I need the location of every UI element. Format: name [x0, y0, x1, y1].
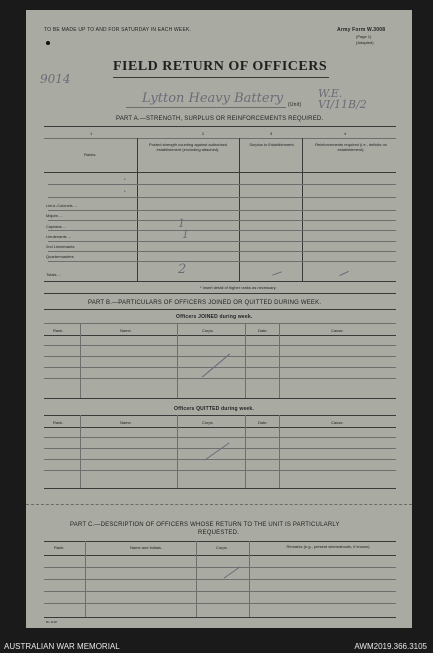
quitted-top-border [44, 415, 396, 416]
form-title: FIELD RETURN OF OFFICERS [113, 59, 328, 74]
joined-header-divider [44, 335, 396, 336]
quitted-col-date: Date. [258, 420, 268, 425]
col-line [279, 323, 280, 398]
joined-col-corps: Corps. [202, 328, 214, 333]
col-num-4: 4 [344, 131, 347, 136]
quitted-col-name: Name. [120, 420, 132, 425]
row-line [44, 378, 396, 379]
part-a-title: PART A.—STRENGTH, SURPLUS OR REINFORCEMENTS REQUIRED. [116, 116, 324, 122]
part-c-title-line1: PART C.—DESCRIPTION OF OFFICERS WHOSE RETURN TO THE UNIT IS PARTICULARLY [70, 522, 340, 528]
rank-lieutenants: Lieutenants ... [46, 234, 72, 239]
row-line [48, 184, 396, 185]
part-c-title-line2: REQUESTED. [198, 530, 240, 536]
col-line [177, 415, 178, 488]
row-line [44, 356, 396, 357]
quitted-bottom-border [44, 488, 396, 489]
row-line [44, 459, 396, 460]
row-line [48, 261, 396, 262]
form-sheet [26, 10, 412, 628]
quitted-col-corps: Corps. [202, 420, 214, 425]
instruction-text: TO BE MADE UP TO AND FOR SATURDAY IN EACH WEEK. [44, 27, 192, 33]
joined-col-rank: Rank. [53, 328, 64, 333]
row-line [44, 579, 396, 580]
quitted-col-cause: Cause. [331, 420, 344, 425]
joined-strike [202, 354, 230, 378]
part-c-bottom-border [44, 617, 396, 618]
rank-row-1: * [124, 177, 126, 182]
part-c-col-remarks: Remarks (e.g., present whereabouts, if known). [286, 544, 371, 549]
part-a-footnote: * Insert detail of higher ranks as necessary. [200, 285, 277, 290]
part-c-col-corps: Corps. [216, 545, 228, 550]
part-c-top-border [44, 541, 396, 542]
handwritten-unit: Lytton Heavy Battery [142, 91, 284, 106]
page-label: (Page 1) [356, 34, 372, 39]
punch-hole [46, 41, 50, 45]
row-line [44, 437, 396, 438]
print-code: Bc 1148 [46, 620, 57, 624]
rank-captains: Captains ... [46, 224, 67, 229]
lieutenants-mark: 1 [182, 228, 189, 241]
part-a-bottom-border [44, 281, 396, 282]
totals-mark: 2 [178, 262, 187, 277]
army-form-number: Army Form W.3008 [337, 27, 386, 33]
perforation-line [26, 504, 412, 505]
header-ranks: Ranks. [84, 152, 97, 157]
quitted-strike [204, 442, 229, 460]
col-num-divider [44, 138, 396, 139]
part-c-col-rank: Rank. [54, 545, 65, 550]
footer-bar [0, 641, 433, 653]
adapted-label: (Adapted) [356, 40, 374, 45]
joined-title: Officers JOINED during week. [176, 314, 253, 320]
rank-majors: Majors ... [46, 213, 63, 218]
header-posted: Posted strength counting against authorised establishment (excluding attached). [148, 142, 228, 152]
joined-title-divider [44, 323, 396, 324]
quitted-title: Officers QUITTED during week. [174, 406, 254, 412]
quitted-header-divider [44, 427, 396, 428]
footer-accession-number: AWM2019.366.3105 [354, 642, 427, 651]
part-a-end [44, 293, 396, 294]
col-line [245, 323, 246, 398]
row-line [48, 251, 396, 252]
footer-institution: AUSTRALIAN WAR MEMORIAL [4, 642, 120, 651]
rank-quartermasters: Quartermasters [46, 254, 74, 259]
col-line [80, 415, 81, 488]
col-line [279, 415, 280, 488]
header-surplus: Surplus to Establishment. [249, 142, 295, 147]
row-line [48, 241, 396, 242]
col-num-2: 2 [202, 131, 205, 136]
reinforcements-dash [339, 271, 348, 276]
unit-label: (Unit) [288, 102, 302, 108]
joined-col-cause: Cause. [331, 328, 344, 333]
row-line [48, 230, 396, 231]
col-num-3: 3 [270, 131, 273, 136]
handwritten-number: 9014 [40, 72, 71, 86]
rank-2nd-lieutenants: 2nd Lieutenants [46, 244, 75, 249]
row-line [44, 367, 396, 368]
row-line [48, 210, 396, 211]
header-reinforcements: Reinforcements required (i.e., deficits on establishment). [315, 142, 387, 152]
rank-lieut-colonels: Lieut.-Colonels ... [46, 203, 78, 208]
row-line [44, 345, 396, 346]
handwritten-reference: W.E. VI/11B/2 [318, 87, 367, 111]
rank-row-2: * [124, 189, 126, 194]
col-line [80, 323, 81, 398]
joined-col-name: Name. [120, 328, 132, 333]
title-underline [113, 77, 329, 78]
row-line [44, 603, 396, 604]
part-b-top-border [44, 309, 396, 310]
quitted-col-rank: Rank. [53, 420, 64, 425]
row-line [48, 197, 396, 198]
surplus-dash [272, 271, 282, 275]
part-b-title: PART B.—PARTICULARS OF OFFICERS JOINED OR QUITTED DURING WEEK. [88, 300, 322, 306]
col-line [245, 415, 246, 488]
part-c-strike [224, 566, 241, 578]
row-line [44, 470, 396, 471]
rank-totals: Totals ... [46, 272, 61, 277]
unit-line [126, 107, 286, 108]
captains-mark: 1 [178, 217, 185, 230]
part-a-top-border [44, 126, 396, 127]
row-line [48, 220, 396, 221]
part-c-header-divider [44, 555, 396, 556]
header-bottom-border [44, 172, 396, 173]
part-c-col-name: Name and Initials. [130, 545, 163, 550]
row-line [44, 567, 396, 568]
joined-col-date: Date. [258, 328, 268, 333]
joined-bottom-border [44, 398, 396, 399]
col-num-1: 1 [90, 131, 93, 136]
row-line [44, 591, 396, 592]
col-line [177, 323, 178, 398]
